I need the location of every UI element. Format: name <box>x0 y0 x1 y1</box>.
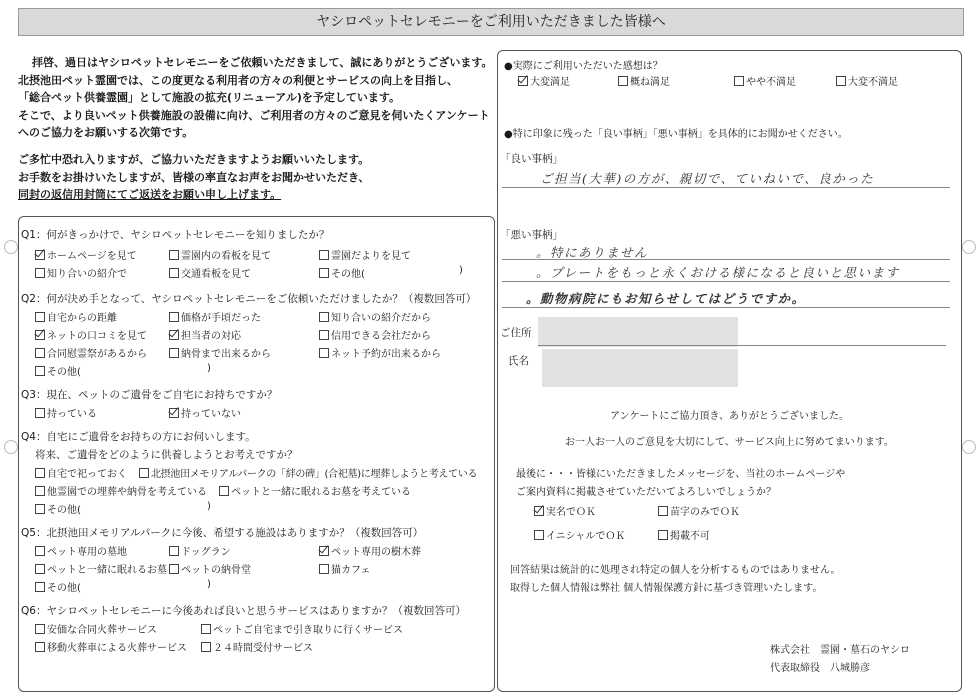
q6-checkbox[interactable] <box>201 642 211 652</box>
q6-option-label: 移動火葬車による火葬サービス <box>47 643 187 654</box>
q4-text: Q4：自宅にご遺骨をお持ちの方にお伺いします。 <box>21 431 256 443</box>
q2-option[interactable] <box>169 327 241 342</box>
satisfaction-checkbox[interactable] <box>734 76 744 86</box>
q2-checkbox[interactable] <box>169 348 179 358</box>
q2-option-label: 知り合いの紹介だから <box>331 313 431 324</box>
intro-line: 同封の返信用封筒にてご返送をお願い申し上げます。 <box>18 188 282 201</box>
questionnaire-box <box>18 216 495 692</box>
satisfaction-option-label: 概ね満足 <box>630 77 670 88</box>
q3-option-label: 持っていない <box>181 409 241 420</box>
satisfaction-checkbox[interactable] <box>518 76 528 86</box>
q4-subtext: 将来、ご遺骨をどのように供養しようとお考えですか？ <box>35 449 298 461</box>
q3-option[interactable] <box>35 405 97 420</box>
q5-checkbox[interactable] <box>169 564 179 574</box>
thanks-line-1: アンケートにご協力頂き、ありがとうございました。 <box>610 411 849 422</box>
q4-option[interactable] <box>35 483 207 498</box>
q5-option-label: ペット専用の墓地 <box>47 547 127 558</box>
q1-checkbox[interactable] <box>169 268 179 278</box>
q1-option[interactable] <box>35 265 127 280</box>
good-answer-handwritten: ご担当(大華)の方が、親切で、ていねいで、良かった <box>540 171 875 186</box>
page-title: ヤシロペットセレモニーをご利用いただきました皆様へ <box>18 8 964 36</box>
punch-hole-left-bottom <box>4 440 18 454</box>
q1-option[interactable] <box>169 247 271 262</box>
q6-checkbox[interactable] <box>35 624 45 634</box>
q6-option[interactable] <box>201 621 403 636</box>
q6-checkbox[interactable] <box>201 624 211 634</box>
q4-option[interactable] <box>139 465 477 480</box>
q5-option[interactable] <box>319 543 421 558</box>
q5-checkbox[interactable] <box>35 546 45 556</box>
satisfaction-option-label: 大変不満足 <box>848 77 898 88</box>
q5-option-label: ペットと一緒に眠れるお墓 <box>47 565 167 576</box>
satisfaction-option[interactable] <box>518 73 570 88</box>
address-label: ご住所 <box>500 327 532 339</box>
q2-checkbox[interactable] <box>35 312 45 322</box>
q2-option-label: 価格が手頃だった <box>181 313 261 324</box>
q1-option-label: その他( <box>331 269 365 280</box>
q3-option[interactable] <box>169 405 241 420</box>
publish-option-label: 掲載不可 <box>670 531 710 542</box>
q5-option[interactable] <box>35 579 81 594</box>
q1-option[interactable] <box>319 265 365 280</box>
q4-other-close: ) <box>207 501 211 512</box>
bad-label: 「悪い事柄」 <box>500 229 563 241</box>
q4-checkbox[interactable] <box>35 468 45 478</box>
q3-checkbox[interactable] <box>35 408 45 418</box>
q4-checkbox[interactable] <box>35 486 45 496</box>
q4-checkbox[interactable] <box>35 504 45 514</box>
satisfaction-checkbox[interactable] <box>836 76 846 86</box>
q5-checkbox[interactable] <box>319 564 329 574</box>
q2-checkbox[interactable] <box>35 366 45 376</box>
q3-checkbox[interactable] <box>169 408 179 418</box>
good-answer-line <box>502 187 950 188</box>
q2-option-label: 納骨まで出来るから <box>181 349 271 360</box>
q4-checkbox[interactable] <box>219 486 229 496</box>
q5-option[interactable] <box>35 543 127 558</box>
q6-text: Q6：ヤシロペットセレモニーに今後あれば良いと思うサービスはありますか？（複数回答可） <box>21 605 467 617</box>
q5-option[interactable] <box>169 543 231 558</box>
bad-answer-line-3: 。動物病院にもお知らせしてはどうですか。 <box>526 291 806 306</box>
publish-option[interactable] <box>534 503 596 518</box>
satisfaction-option-label: やや不満足 <box>746 77 796 88</box>
q5-checkbox[interactable] <box>35 564 45 574</box>
q6-checkbox[interactable] <box>35 642 45 652</box>
bad-answer-rule <box>502 259 950 260</box>
q2-checkbox[interactable] <box>35 348 45 358</box>
q2-option[interactable] <box>35 309 117 324</box>
q1-other-close: ) <box>459 265 463 276</box>
punch-hole-right-top <box>962 240 976 254</box>
q2-option[interactable] <box>319 345 441 360</box>
publish-option[interactable] <box>658 527 710 542</box>
q4-option-label: 自宅で祀っておく <box>47 469 127 480</box>
q2-option-label: 担当者の対応 <box>181 331 241 342</box>
q2-option-label: 自宅からの距離 <box>47 313 117 324</box>
q1-checkbox[interactable] <box>319 250 329 260</box>
q5-option[interactable] <box>35 561 167 576</box>
feedback-box <box>497 50 962 692</box>
q1-text: Q1：何がきっかけで、ヤシロペットセレモニーを知りましたか？ <box>21 229 330 241</box>
satisfaction-option[interactable] <box>836 73 898 88</box>
q2-option[interactable] <box>35 327 147 342</box>
q4-option-label: 他霊園での埋葬や納骨を考えている <box>47 487 207 498</box>
satisfaction-checkbox[interactable] <box>618 76 628 86</box>
q4-option-label: 北摂池田メモリアルパークの「絆の碑」(合祀墓)に埋葬しようと考えている <box>151 469 478 480</box>
q4-option[interactable] <box>35 465 127 480</box>
intro-paragraph-2 <box>18 151 370 204</box>
name-redacted <box>542 349 738 387</box>
intro-line: ご多忙中恐れ入りますが、ご協力いただきますようお願いいたします。 <box>18 153 370 166</box>
satisfaction-option[interactable] <box>734 73 796 88</box>
publish-checkbox[interactable] <box>658 506 668 516</box>
intro-line: 「総合ペット供養霊園」として施設の拡充(リニューアル)を予定しています。 <box>18 91 400 104</box>
q1-option-label: 霊園だよりを見て <box>331 251 411 262</box>
q1-option-label: 霊園内の看板を見て <box>181 251 271 262</box>
intro-line: 北摂池田ペット霊園では、この度更なる利用者の方々の利便とサービスの向上を目指し、 <box>18 73 458 87</box>
publish-option-label: 苗字のみでＯＫ <box>670 507 740 518</box>
bad-answer-line-1: 。特にありません <box>536 245 649 260</box>
company-name: 株式会社 霊園・墓石のヤシロ <box>770 645 910 656</box>
q4-option-label: その他( <box>47 505 81 516</box>
name-label: 氏名 <box>508 355 529 367</box>
q2-checkbox[interactable] <box>319 312 329 322</box>
publish-question-2: ご案内資料に掲載させていただいてよろしいでしょうか？ <box>516 487 776 498</box>
q5-option-label: 猫カフェ <box>331 565 371 576</box>
q1-option-label: 知り合いの紹介で <box>47 269 127 280</box>
bad-answer-line-2: 。プレートをもっと永くおける様になると良いと思います <box>536 265 900 280</box>
q2-option-label: 合同慰霊祭があるから <box>47 349 147 360</box>
q1-checkbox[interactable] <box>169 250 179 260</box>
representative-name: 代表取締役 八城勝彦 <box>770 663 870 674</box>
q2-checkbox[interactable] <box>319 330 329 340</box>
q6-option[interactable] <box>35 639 187 654</box>
q2-option-label: その他( <box>47 367 81 378</box>
q2-option[interactable] <box>35 345 147 360</box>
address-rule <box>538 345 946 346</box>
q2-option-label: 信用できる会社だから <box>331 331 431 342</box>
q2-option-label: ネットの口コミを見て <box>47 331 147 342</box>
satisfaction-option[interactable] <box>618 73 670 88</box>
publish-checkbox[interactable] <box>534 506 544 516</box>
q5-option[interactable] <box>169 561 251 576</box>
q4-option[interactable] <box>219 483 411 498</box>
q5-text: Q5：北摂池田メモリアルパークに今後、希望する施設はありますか？（複数回答可） <box>21 527 424 539</box>
publish-checkbox[interactable] <box>534 530 544 540</box>
q4-checkbox[interactable] <box>139 468 149 478</box>
q2-option-label: ネット予約が出来るから <box>331 349 441 360</box>
good-label: 「良い事柄」 <box>500 153 563 165</box>
q3-text: Q3：現在、ペットのご遺骨をご自宅にお持ちですか？ <box>21 389 278 401</box>
satisfaction-option-label: 大変満足 <box>530 77 570 88</box>
bad-answer-rule <box>502 281 950 282</box>
q5-option-label: その他( <box>47 583 81 594</box>
q5-checkbox[interactable] <box>169 546 179 556</box>
punch-hole-left-top <box>4 240 18 254</box>
thanks-line-2: お一人お一人のご意見を大切にして、サービス向上に努めてまいります。 <box>565 437 894 448</box>
q4-option[interactable] <box>35 501 81 516</box>
q2-checkbox[interactable] <box>35 330 45 340</box>
q4-option-label: ペットと一緒に眠れるお墓を考えている <box>231 487 411 498</box>
q5-option-label: ペット専用の樹木葬 <box>331 547 421 558</box>
q1-option[interactable] <box>35 247 137 262</box>
publish-checkbox[interactable] <box>658 530 668 540</box>
q6-option-label: ２４時間受付サービス <box>213 643 313 654</box>
q2-option[interactable] <box>35 363 81 378</box>
q2-checkbox[interactable] <box>169 330 179 340</box>
q6-option-label: ペットご自宅まで引き取りに行くサービス <box>213 625 403 636</box>
q1-option-label: ホームページを見て <box>47 251 137 262</box>
q2-text: Q2：何が決め手となって、ヤシロペットセレモニーをご依頼いただけましたか？（複数回答可） <box>21 293 477 305</box>
publish-option-label: 実名でＯＫ <box>546 507 596 518</box>
q1-checkbox[interactable] <box>319 268 329 278</box>
intro-paragraph-1 <box>18 54 492 142</box>
q2-checkbox[interactable] <box>319 348 329 358</box>
punch-hole-right-bottom <box>962 440 976 454</box>
q6-option[interactable] <box>35 621 157 636</box>
q3-option-label: 持っている <box>47 409 97 420</box>
intro-line: へのご協力をお願いする次第です。 <box>18 126 194 139</box>
q2-option[interactable] <box>169 309 261 324</box>
publish-option[interactable] <box>534 527 625 542</box>
q1-option-label: 交通看板を見て <box>181 269 251 280</box>
impressions-question: ●特に印象に残った「良い事柄」「悪い事柄」を具体的にお聞かせください。 <box>504 129 848 140</box>
bad-answer-rule <box>502 307 950 308</box>
q5-option-label: ペットの納骨堂 <box>181 565 251 576</box>
intro-line: お手数をお掛けいたしますが、皆様の率直なお声をお聞かせいただき、 <box>18 170 370 184</box>
q2-other-close: ) <box>207 363 211 374</box>
publish-question-1: 最後に・・・皆様にいただきましたメッセージを、当社のホームページや <box>516 469 846 480</box>
q2-option[interactable] <box>319 327 431 342</box>
q6-option[interactable] <box>201 639 313 654</box>
intro-line: そこで、より良いペット供養施設の設備に向け、ご利用者の方々のご意見を伺いたくアンケート <box>18 108 490 122</box>
q1-option[interactable] <box>319 247 411 262</box>
note-line-1: 回答結果は統計的に処理され特定の個人を分析するものではありません。 <box>510 565 841 576</box>
q2-option[interactable] <box>169 345 271 360</box>
q6-option-label: 安価な合同火葬サービス <box>47 625 157 636</box>
publish-option[interactable] <box>658 503 740 518</box>
address-redacted <box>538 317 738 347</box>
satisfaction-question: ●実際にご利用いただいた感想は？ <box>504 61 663 72</box>
q1-checkbox[interactable] <box>35 268 45 278</box>
q1-option[interactable] <box>169 265 251 280</box>
q2-checkbox[interactable] <box>169 312 179 322</box>
q5-checkbox[interactable] <box>35 582 45 592</box>
q5-option-label: ドッグラン <box>181 547 231 558</box>
publish-option-label: イニシャルでＯＫ <box>546 531 626 542</box>
q5-other-close: ) <box>207 579 211 590</box>
q2-option[interactable] <box>319 309 431 324</box>
q1-checkbox[interactable] <box>35 250 45 260</box>
intro-line: 拝啓、過日はヤシロペットセレモニーをご依頼いただきまして、誠にありがとうございます。 <box>32 56 493 69</box>
q5-option[interactable] <box>319 561 371 576</box>
q5-checkbox[interactable] <box>319 546 329 556</box>
note-line-2: 取得した個人情報は弊社 個人情報保護方針に基づき管理いたします。 <box>510 583 823 594</box>
